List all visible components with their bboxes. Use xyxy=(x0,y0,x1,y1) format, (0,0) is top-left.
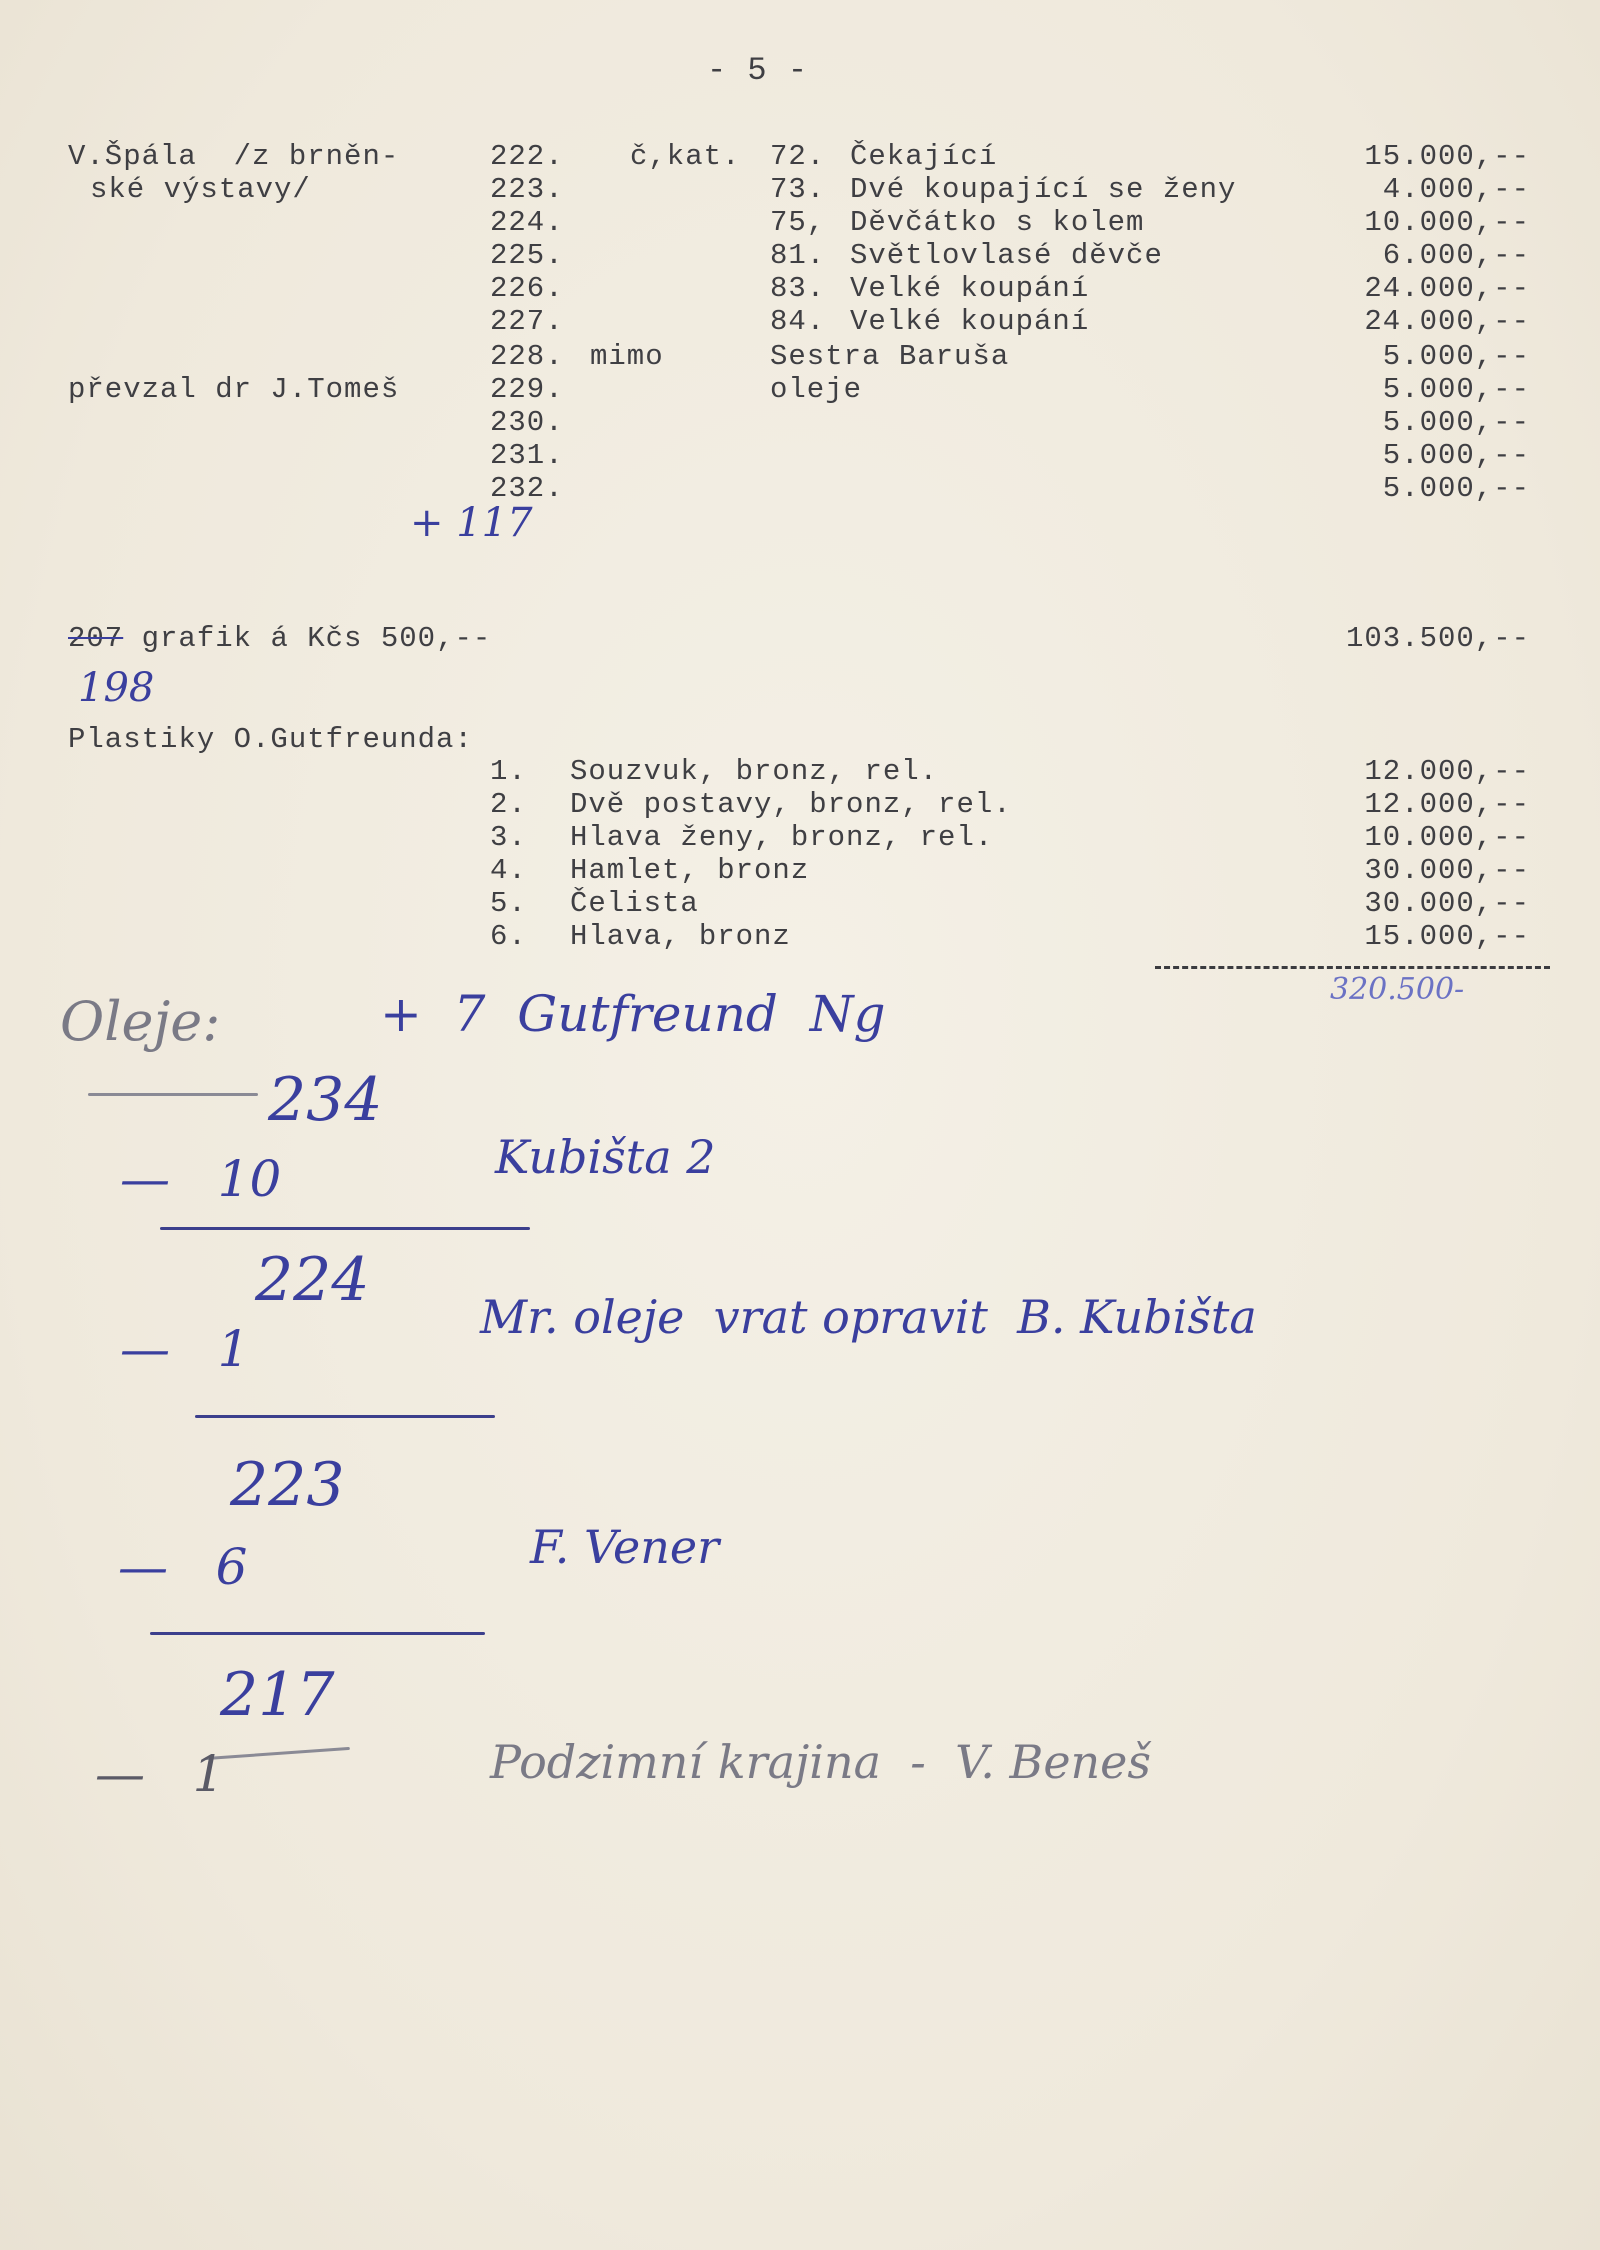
calc-line-2 xyxy=(195,1415,495,1418)
row-no: 231. xyxy=(490,439,564,472)
row-no: 2. xyxy=(490,788,527,821)
handwritten-oleje: Oleje: xyxy=(60,990,221,1053)
handwritten-plus-117: + 117 xyxy=(410,500,533,546)
grafik-struck-count: 207 xyxy=(68,622,124,655)
row-price: 30.000,-- xyxy=(1364,887,1530,920)
handwritten-minus-1b: — 1 xyxy=(95,1745,225,1803)
row-price: 12.000,-- xyxy=(1364,788,1530,821)
author-line-2: ské výstavy/ xyxy=(90,173,311,206)
grafik-text: grafik á Kčs 500,-- xyxy=(123,622,492,655)
row-cat: 84. xyxy=(770,305,826,338)
calc-line-1 xyxy=(160,1227,530,1230)
row-no: 230. xyxy=(490,406,564,439)
row-price: 5.000,-- xyxy=(1382,472,1530,505)
handwritten-note-1a: Mr. oleje vrat opravit B. Kubišta xyxy=(480,1290,1257,1344)
handwritten-minus-6: — 6 xyxy=(118,1538,248,1596)
handwritten-note-10: Kubišta 2 xyxy=(495,1130,716,1184)
row-price: 5.000,-- xyxy=(1382,373,1530,406)
mimo-label: mimo xyxy=(590,340,664,373)
row-no: 222. xyxy=(490,140,564,173)
row-title: Hlava, bronz xyxy=(570,920,791,953)
row-title: Souzvuk, bronz, rel. xyxy=(570,755,939,788)
handwritten-224: 224 xyxy=(255,1245,370,1315)
row-no: 3. xyxy=(490,821,527,854)
sum-divider xyxy=(1155,966,1550,969)
row-price: 10.000,-- xyxy=(1364,821,1530,854)
handwritten-plus-7: + 7 Gutfreund Ng xyxy=(380,985,886,1043)
row-price: 15.000,-- xyxy=(1364,920,1530,953)
row-cat: 73. xyxy=(770,173,826,206)
grafik-line xyxy=(68,622,491,655)
oleje-underline xyxy=(88,1093,258,1096)
row-title: Hlava ženy, bronz, rel. xyxy=(570,821,994,854)
row-cat: 75, xyxy=(770,206,826,239)
row-no: 1. xyxy=(490,755,527,788)
row-price: 5.000,-- xyxy=(1382,439,1530,472)
handwritten-note-6: F. Vener xyxy=(530,1520,720,1574)
handwritten-note-1b: Podzimní krajina - V. Beneš xyxy=(490,1735,1152,1789)
calc-line-4 xyxy=(205,1747,350,1760)
row-title: Hamlet, bronz xyxy=(570,854,810,887)
catalog-label: č,kat. xyxy=(630,140,741,173)
row-no: 228. xyxy=(490,340,564,373)
row-no: 224. xyxy=(490,206,564,239)
row-price: 24.000,-- xyxy=(1364,272,1530,305)
row-title: Děvčátko s kolem xyxy=(850,206,1145,239)
grafik-total: 103.500,-- xyxy=(1345,622,1530,655)
handwritten-234: 234 xyxy=(268,1065,383,1135)
row-cat: 72. xyxy=(770,140,826,173)
row-title: Dvé koupající se ženy xyxy=(850,173,1237,206)
row-cat: 83. xyxy=(770,272,826,305)
row-no: 226. xyxy=(490,272,564,305)
handwritten-198: 198 xyxy=(78,665,155,711)
grand-total: 320.500- xyxy=(1330,972,1465,1007)
row-title: Čekající xyxy=(850,140,998,173)
row-title: Čelista xyxy=(570,887,699,920)
row-title: Dvě postavy, bronz, rel. xyxy=(570,788,1012,821)
page-number: - 5 - xyxy=(707,52,809,89)
row-title: Sestra Baruša xyxy=(770,340,1010,373)
author-line-1: V.Špála /z brněn- xyxy=(68,140,400,173)
row-title: oleje xyxy=(770,373,863,406)
row-no: 6. xyxy=(490,920,527,953)
handwritten-minus-1a: — 1 xyxy=(120,1320,250,1378)
row-no: 5. xyxy=(490,887,527,920)
row-price: 12.000,-- xyxy=(1364,755,1530,788)
handwritten-minus-10: — 10 xyxy=(120,1150,282,1208)
row-price: 24.000,-- xyxy=(1364,305,1530,338)
row-no: 232. xyxy=(490,472,564,505)
row-price: 30.000,-- xyxy=(1364,854,1530,887)
row-title: Velké koupání xyxy=(850,305,1090,338)
row-price: 4.000,-- xyxy=(1382,173,1530,206)
row-no: 227. xyxy=(490,305,564,338)
taken-by: převzal dr J.Tomeš xyxy=(68,373,400,406)
row-cat: 81. xyxy=(770,239,826,272)
row-price: 5.000,-- xyxy=(1382,340,1530,373)
calc-line-3 xyxy=(150,1632,485,1635)
handwritten-217: 217 xyxy=(220,1660,335,1730)
row-no: 229. xyxy=(490,373,564,406)
row-title: Světlovlasé děvče xyxy=(850,239,1163,272)
handwritten-223: 223 xyxy=(230,1450,345,1520)
row-price: 15.000,-- xyxy=(1364,140,1530,173)
row-no: 225. xyxy=(490,239,564,272)
plastiky-heading: Plastiky O.Gutfreunda: xyxy=(68,723,473,756)
row-price: 5.000,-- xyxy=(1382,406,1530,439)
row-no: 4. xyxy=(490,854,527,887)
row-price: 6.000,-- xyxy=(1382,239,1530,272)
row-title: Velké koupání xyxy=(850,272,1090,305)
row-no: 223. xyxy=(490,173,564,206)
row-price: 10.000,-- xyxy=(1364,206,1530,239)
